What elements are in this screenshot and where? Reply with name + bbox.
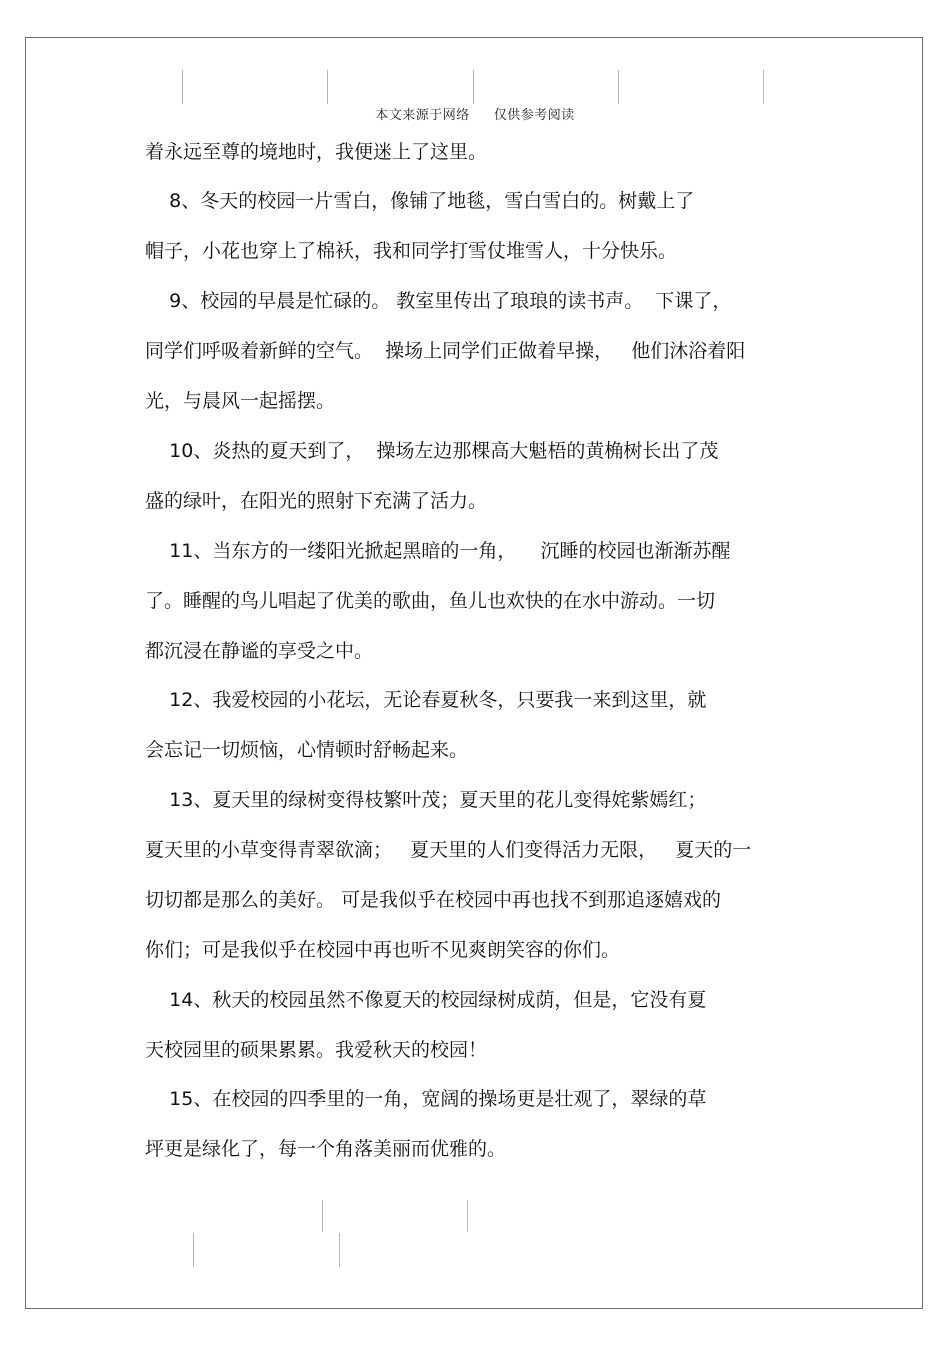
document-page	[25, 37, 923, 1309]
text-line: 15、在校园的四季里的一角，宽阔的操场更是壮观了，翠绿的草	[145, 1088, 707, 1110]
text-line: 着永远至尊的境地时，我便迷上了这里。	[145, 141, 488, 163]
text-line: 天校园里的硕果累累。我爱秋天的校园！	[145, 1039, 488, 1061]
header-rule	[763, 70, 764, 104]
header-reference-text: 仅供参考阅读	[493, 108, 575, 123]
text-line: 13、夏天里的绿树变得枝繁叶茂；夏天里的花儿变得姹紫嫣红；	[145, 789, 707, 811]
text-line: 会忘记一切烦恼，心情顿时舒畅起来。	[145, 739, 469, 761]
text-line: 10、炎热的夏天到了， 操场左边那棵高大魁梧的黄桷树长出了茂	[145, 440, 719, 462]
header-rule	[182, 70, 183, 104]
text-line: 坪更是绿化了，每一个角落美丽而优雅的。	[145, 1138, 507, 1160]
text-line: 盛的绿叶，在阳光的照射下充满了活力。	[145, 490, 488, 512]
text-line: 8、冬天的校园一片雪白，像铺了地毯，雪白雪白的。树戴上了	[145, 190, 695, 212]
text-line: 11、当东方的一缕阳光掀起黑暗的一角， 沉睡的校园也渐渐苏醒	[145, 540, 731, 562]
footer-rule	[467, 1200, 468, 1232]
text-line: 14、秋天的校园虽然不像夏天的校园绿树成荫，但是，它没有夏	[145, 989, 707, 1011]
header-rule	[327, 70, 328, 104]
text-line: 了。睡醒的鸟儿唱起了优美的歌曲，鱼儿也欢快的在水中游动。一切	[145, 590, 716, 612]
footer-rule	[322, 1200, 323, 1232]
text-line: 12、我爱校园的小花坛，无论春夏秋冬，只要我一来到这里，就	[145, 689, 707, 711]
footer-rule	[193, 1233, 194, 1267]
text-line: 夏天里的小草变得青翠欲滴； 夏天里的人们变得活力无限， 夏天的一	[145, 839, 752, 861]
text-line: 切切都是那么的美好。 可是我似乎在校园中再也找不到那追逐嬉戏的	[145, 889, 722, 911]
text-line: 帽子，小花也穿上了棉袄，我和同学打雪仗堆雪人，十分快乐。	[145, 240, 678, 262]
text-line: 同学们呼吸着新鲜的空气。 操场上同学们正做着早操， 他们沐浴着阳	[145, 340, 746, 362]
text-line: 都沉浸在静谧的享受之中。	[145, 640, 374, 662]
header-source-text: 本文来源于网络	[375, 108, 470, 123]
text-line: 你们；可是我似乎在校园中再也听不见爽朗笑容的你们。	[145, 939, 621, 961]
header-rule	[473, 70, 474, 104]
page-header-note	[0, 104, 950, 123]
header-rule	[618, 70, 619, 104]
footer-rule	[339, 1233, 340, 1267]
text-line: 9、校园的早晨是忙碌的。 教室里传出了琅琅的读书声。 下课了，	[145, 290, 732, 312]
text-line: 光，与晨风一起摇摆。	[145, 390, 336, 412]
